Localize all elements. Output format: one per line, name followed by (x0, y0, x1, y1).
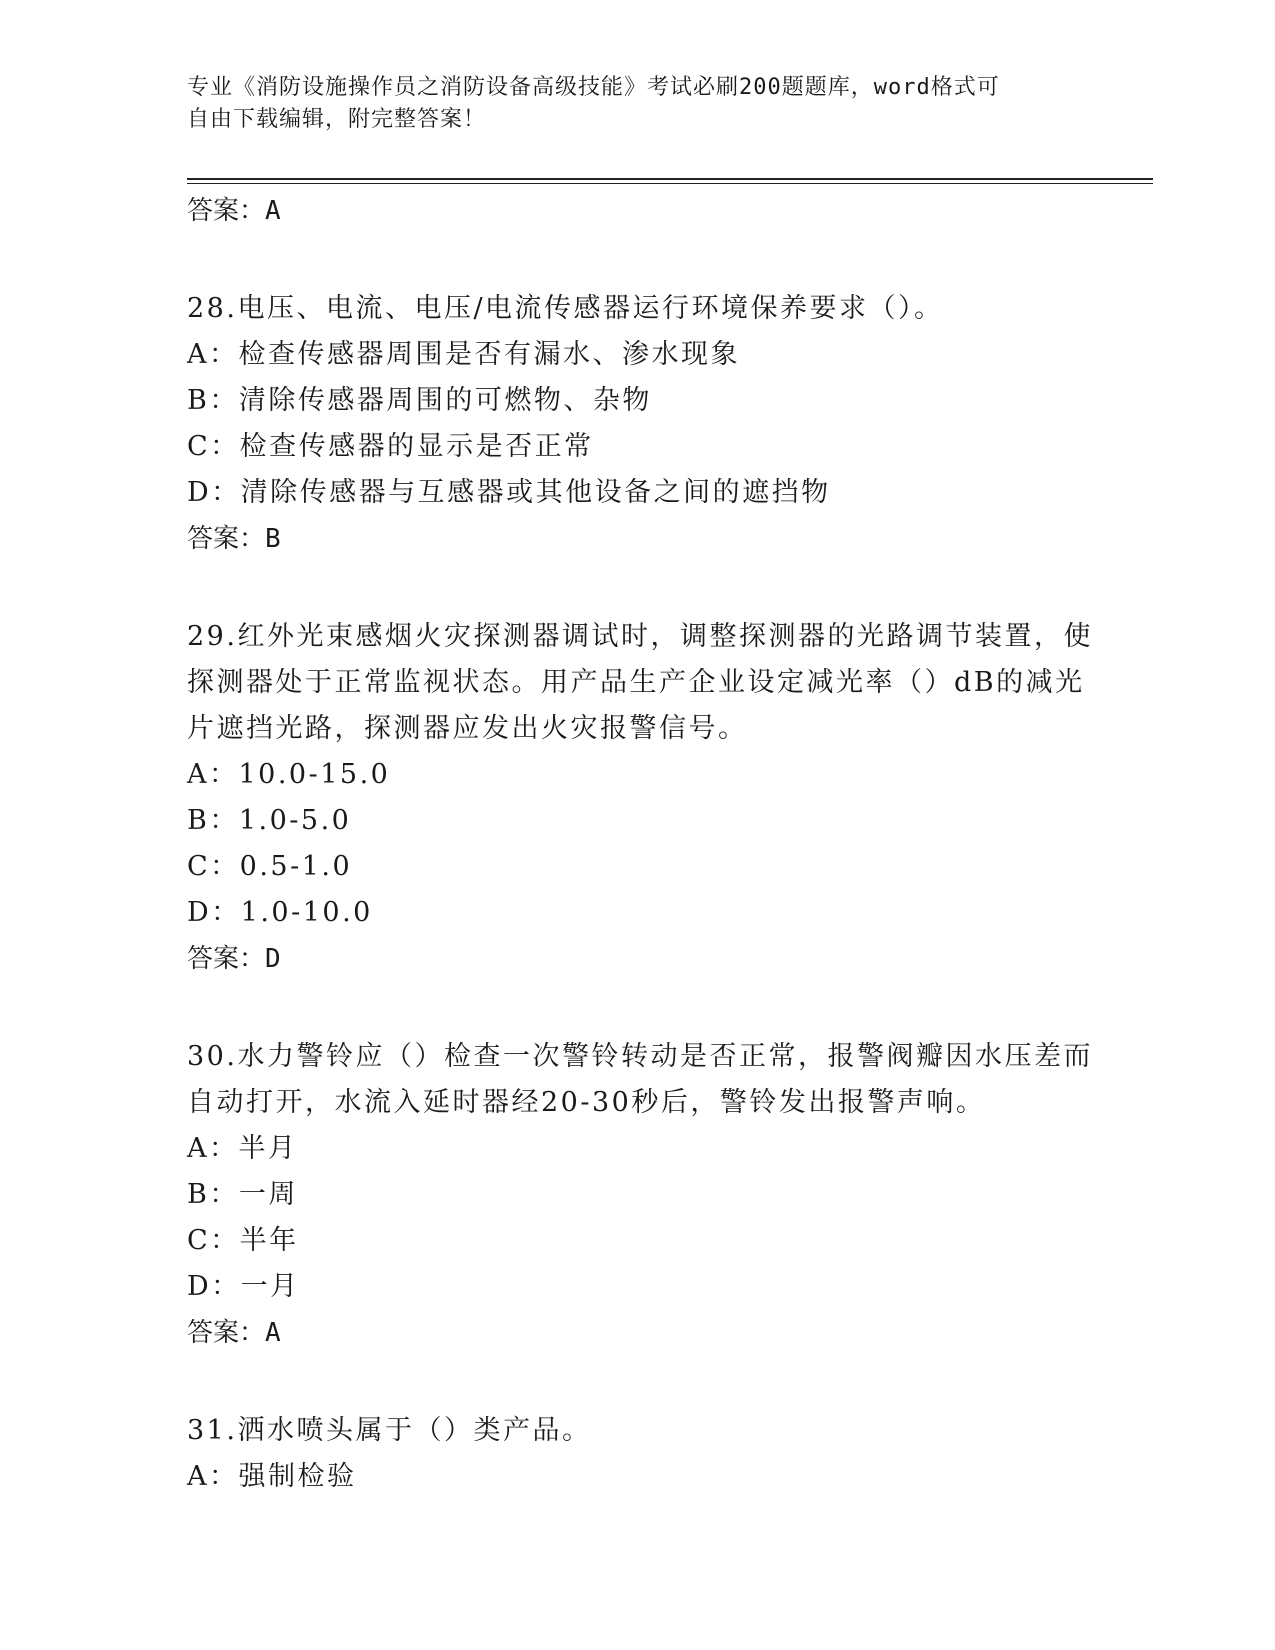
option-b: B：一周 (187, 1179, 298, 1210)
spacer (187, 982, 1087, 1034)
question-28 (187, 286, 1087, 562)
question-29 (187, 614, 1093, 982)
question-list (187, 188, 1093, 1500)
option-a: A：检查传感器周围是否有漏水、渗水现象 (187, 339, 740, 370)
question-stem-line-3: 片遮挡光路，探测器应发出火灾报警信号。 (187, 713, 748, 744)
question-stem-line-1: 29.红外光束感烟火灾探测器调试时，调整探测器的光路调节装置，使 (187, 621, 1093, 652)
header-line-2: 自由下载编辑，附完整答案！ (187, 107, 487, 132)
option-d: D：1.0-10.0 (187, 897, 373, 928)
option-c: C：半年 (187, 1225, 299, 1256)
option-a: A：强制检验 (187, 1461, 357, 1492)
question-stem: 28.电压、电流、电压/电流传感器运行环境保养要求（）。 (187, 293, 944, 324)
answer: 答案：D (187, 944, 281, 974)
option-c: C：0.5-1.0 (187, 851, 353, 882)
spacer (187, 1356, 1087, 1408)
option-b: B：1.0-5.0 (187, 805, 352, 836)
option-c: C：检查传感器的显示是否正常 (187, 431, 594, 462)
question-stem-line-2: 自动打开，水流入延时器经20-30秒后，警铃发出报警声响。 (187, 1087, 986, 1118)
question-30 (187, 1034, 1093, 1356)
option-a: A：半月 (187, 1133, 298, 1164)
previous-answer: 答案：A (187, 196, 281, 226)
option-d: D：清除传感器与互感器或其他设备之间的遮挡物 (187, 477, 831, 508)
document-header (187, 72, 1067, 136)
question-stem: 31.洒水喷头属于（）类产品。 (187, 1415, 592, 1446)
question-31 (187, 1408, 1087, 1500)
question-stem-line-1: 30.水力警铃应（）检查一次警铃转动是否正常，报警阀瓣因水压差而 (187, 1041, 1093, 1072)
spacer (187, 562, 1087, 614)
question-stem-line-2: 探测器处于正常监视状态。用产品生产企业设定减光率（）dB的减光 (187, 667, 1085, 698)
option-a: A：10.0-15.0 (187, 759, 391, 790)
spacer (187, 234, 1087, 286)
header-line-1: 专业《消防设施操作员之消防设备高级技能》考试必刷200题题库，word格式可 (187, 75, 1000, 100)
answer: 答案：B (187, 524, 281, 554)
answer: 答案：A (187, 1318, 281, 1348)
option-b: B：清除传感器周围的可燃物、杂物 (187, 385, 652, 416)
header-divider-thin (187, 183, 1153, 184)
option-d: D：一月 (187, 1271, 300, 1302)
header-divider-thick (187, 178, 1153, 180)
